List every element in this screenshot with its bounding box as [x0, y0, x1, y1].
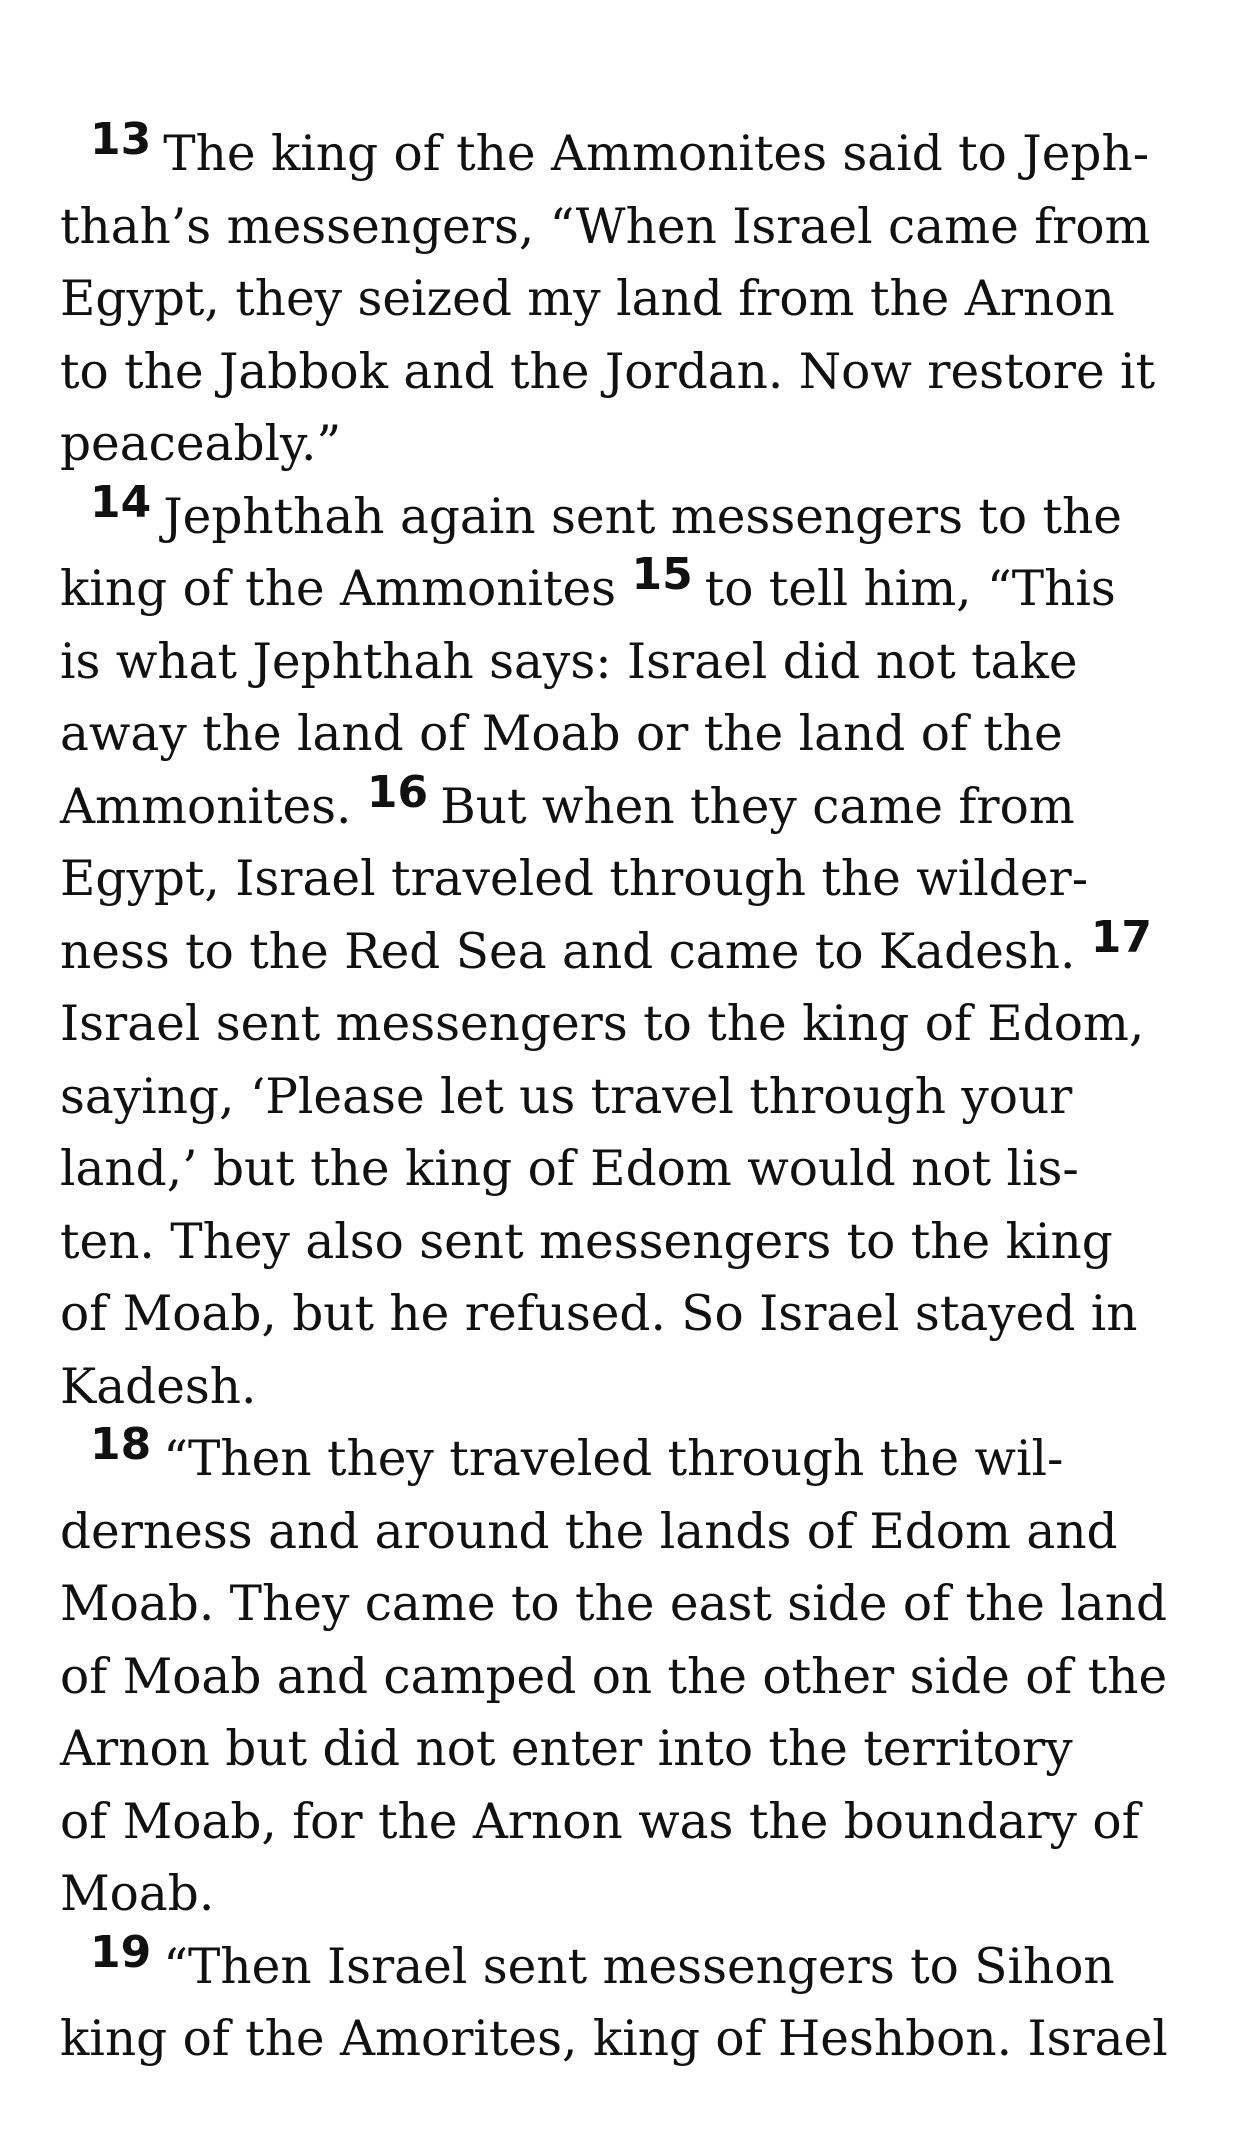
text-line: [60, 476, 1190, 554]
verse-number-17[interactable]: 17: [1090, 911, 1153, 963]
verse-text: Moab. They came to the east side of the land: [60, 1576, 1167, 1632]
text-line: [60, 626, 1190, 699]
text-line: [60, 1278, 1190, 1351]
verse-text: away the land of Moab or the land of the: [60, 706, 1063, 762]
verse-text: king of the Ammonites: [60, 561, 617, 617]
verse-text: to the Jabbok and the Jordan. Now restore it: [60, 343, 1156, 400]
text-line: [60, 1061, 1190, 1134]
text-line: [60, 843, 1190, 916]
verse-number-18[interactable]: 18: [90, 1419, 152, 1470]
text-line: [60, 1858, 1190, 1931]
verse-text: of Moab, but he refused. So Israel stayed in: [60, 1286, 1138, 1342]
text-line: [60, 549, 1190, 626]
verse-text: to tell him, “This: [704, 561, 1116, 617]
text-line: [60, 2003, 1190, 2076]
text-line: [60, 114, 1190, 191]
scripture-passage: [60, 114, 1190, 2076]
verse-text: peaceably.”: [60, 416, 342, 472]
verse-text: Ammonites.: [60, 778, 352, 835]
text-line: [60, 698, 1190, 771]
verse-text: “Then Israel sent messengers to Sihon: [163, 1938, 1115, 1995]
verse-text: The king of the Ammonites said to Jeph-: [163, 126, 1150, 182]
verse-text: Jephthah again sent messengers to the: [163, 488, 1122, 545]
verse-number-19[interactable]: 19: [90, 1926, 152, 1978]
verse-text: of Moab, for the Arnon was the boundary of: [60, 1793, 1140, 1850]
verse-text: ness to the Red Sea and came to Kadesh.: [60, 923, 1076, 980]
text-line: [60, 988, 1190, 1061]
verse-text: thah’s messengers, “When Israel came from: [60, 198, 1151, 255]
verse-text: “Then they traveled through the wil-: [163, 1431, 1064, 1487]
text-line: [60, 1713, 1190, 1786]
text-line: [60, 1419, 1190, 1496]
verse-text: Israel sent messengers to the king of Edom,: [60, 996, 1145, 1052]
verse-number-14[interactable]: 14: [90, 476, 152, 528]
verse-number-13[interactable]: 13: [90, 114, 152, 165]
text-line: [60, 911, 1190, 989]
verse-text: land,’ but the king of Edom would not lis-: [60, 1141, 1079, 1197]
verse-text: Egypt, Israel traveled through the wilder-: [60, 851, 1089, 907]
verse-text: saying, ‘Please let us travel through your: [60, 1068, 1073, 1125]
verse-text: Moab.: [60, 1866, 215, 1922]
text-line: [60, 766, 1190, 844]
text-line: [60, 1568, 1190, 1641]
verse-text: of Moab and camped on the other side of the: [60, 1648, 1168, 1705]
verse-text: But when they came from: [440, 778, 1075, 835]
text-line: [60, 1926, 1190, 2004]
verse-number-15[interactable]: 15: [631, 549, 693, 600]
text-line: [60, 336, 1190, 409]
text-line: [60, 1496, 1190, 1569]
text-line: [60, 191, 1190, 264]
text-line: [60, 1133, 1190, 1206]
text-line: [60, 1641, 1190, 1714]
text-line: [60, 408, 1190, 481]
verse-text: ten. They also sent messengers to the king: [60, 1213, 1113, 1270]
text-line: [60, 1786, 1190, 1859]
verse-number-16[interactable]: 16: [366, 766, 429, 818]
verse-text: derness and around the lands of Edom and: [60, 1503, 1118, 1560]
verse-text: Egypt, they seized my land from the Arnon: [60, 271, 1115, 327]
text-line: [60, 1351, 1190, 1424]
verse-text: is what Jephthah says: Israel did not take: [60, 633, 1078, 690]
verse-text: king of the Amorites, king of Heshbon. Israel: [60, 2011, 1168, 2067]
verse-text: Arnon but did not enter into the territory: [60, 1721, 1073, 1777]
text-line: [60, 1206, 1190, 1279]
verse-text: Kadesh.: [60, 1358, 257, 1415]
text-line: [60, 263, 1190, 336]
